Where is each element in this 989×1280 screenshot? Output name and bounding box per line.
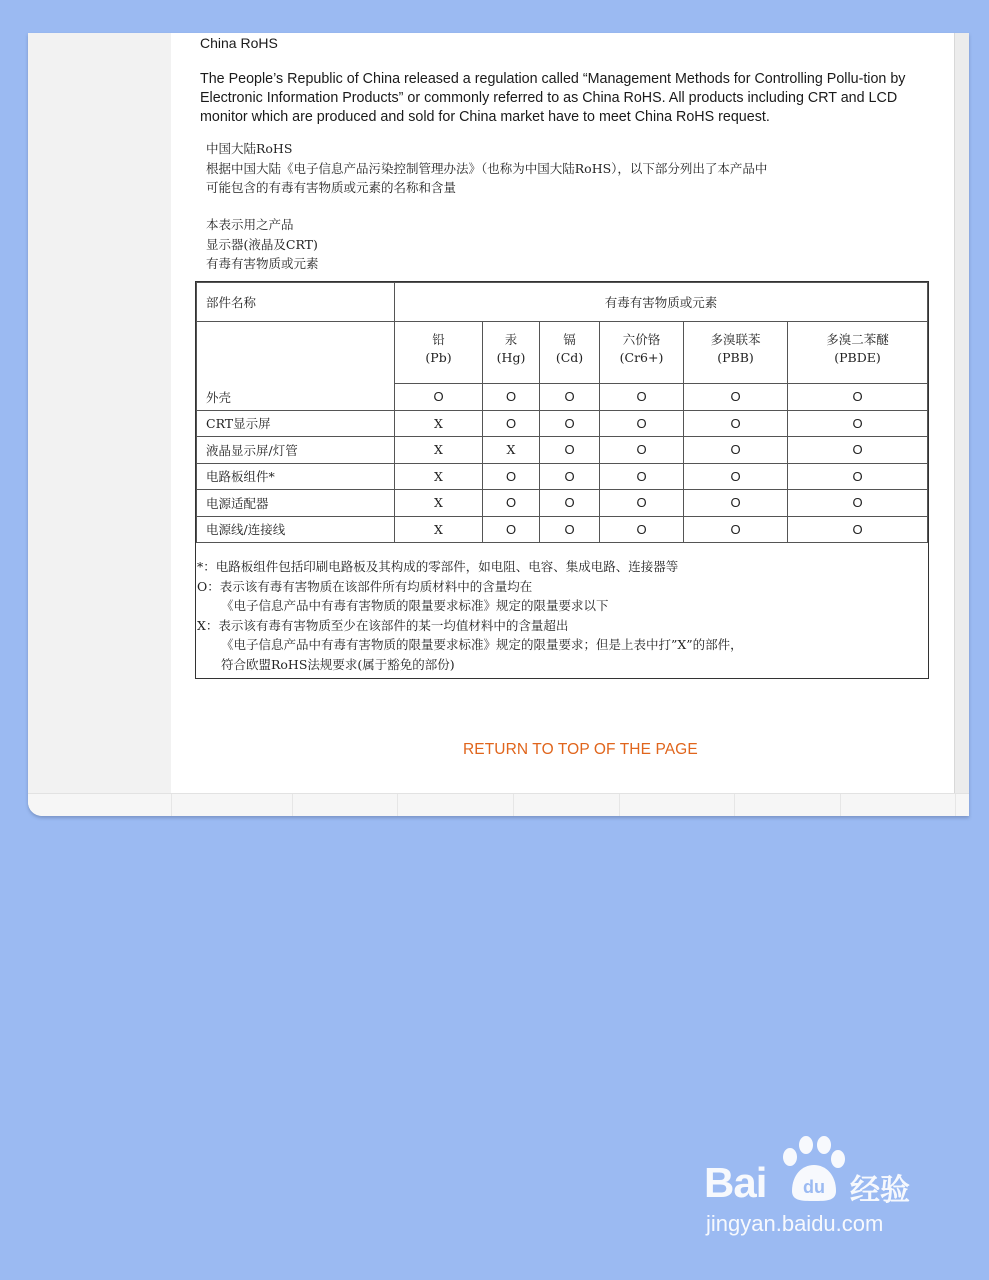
part-name-cell: 电源线/连接线	[197, 516, 395, 543]
substance-value-cell: O	[483, 463, 540, 490]
substance-value-cell: X	[395, 490, 483, 517]
substance-value-cell: O	[684, 410, 788, 437]
substance-value-cell: O	[788, 490, 928, 517]
footer-divider	[955, 794, 956, 816]
table-row	[197, 410, 928, 437]
substance-value-cell: O	[600, 490, 684, 517]
substance-value-cell: O	[483, 516, 540, 543]
note-x-standard: 《电子信息产品中有毒有害物质的限量要求标准》规定的限量要求；但是上表中打”X”的部件，	[221, 637, 743, 652]
substance-value-cell: X	[483, 437, 540, 464]
header-substance-cr6: 六价铬 (Cr6+)	[600, 322, 684, 384]
header-substance-cd: 镉 (Cd)	[540, 322, 600, 384]
substance-value-cell: O	[483, 384, 540, 411]
note-asterisk: *：电路板组件包括印刷电路板及其构成的零部件，如电阻、电容、集成电路、连接器等	[197, 559, 679, 574]
footer-divider	[513, 794, 514, 816]
substance-value-cell: O	[788, 437, 928, 464]
substance-value-cell: X	[395, 463, 483, 490]
part-name-cell: 外壳	[197, 384, 395, 411]
header-part-name: 部件名称	[197, 283, 395, 322]
note-o-standard: 《电子信息产品中有毒有害物质的限量要求标准》规定的限量要求以下	[221, 598, 609, 613]
substance-value-cell: O	[540, 490, 600, 517]
header-substance-group: 有毒有害物质或元素	[395, 283, 928, 322]
header-substance-pbde: 多溴二苯醚 (PBDE)	[788, 322, 928, 384]
substance-value-cell: O	[540, 437, 600, 464]
part-name-cell: 液晶显示屏/灯管	[197, 437, 395, 464]
table-row	[197, 516, 928, 543]
substance-value-cell: O	[788, 463, 928, 490]
substance-value-cell: O	[684, 437, 788, 464]
table-row	[197, 463, 928, 490]
footer-divider	[734, 794, 735, 816]
table-row	[197, 384, 928, 411]
cn-scope-line1: 本表示用之产品	[206, 217, 294, 232]
baidu-jingyan-watermark	[700, 1135, 940, 1245]
cn-scope-line3: 有毒有害物质或元素	[206, 256, 319, 271]
cn-intro-line1: 中国大陆RoHS	[206, 141, 293, 156]
header-substance-pb: 铅 (Pb)	[395, 322, 483, 384]
substance-value-cell: O	[483, 490, 540, 517]
cn-scope-block	[206, 215, 319, 274]
substance-value-cell: O	[788, 410, 928, 437]
section-heading: China RoHS	[200, 35, 278, 51]
return-to-top-link[interactable]: RETURN TO TOP OF THE PAGE	[463, 741, 698, 758]
table-row	[197, 490, 928, 517]
note-x-exemption: 符合欧盟RoHS法规要求(属于豁免的部份)	[221, 656, 455, 672]
substance-value-cell: O	[684, 384, 788, 411]
part-name-cell: 电源适配器	[197, 490, 395, 517]
baidu-paw-icon	[778, 1135, 846, 1203]
header-substance-pbb: 多溴联苯 (PBB)	[684, 322, 788, 384]
part-name-cell: CRT显示屏	[197, 410, 395, 437]
substance-value-cell: X	[395, 437, 483, 464]
substance-value-cell: X	[395, 516, 483, 543]
header-substance-hg: 汞 (Hg)	[483, 322, 540, 384]
watermark-brand: Bai	[704, 1159, 767, 1206]
cn-intro-line2: 根据中国大陆《电子信息产品污染控制管理办法》（也称为中国大陆RoHS），以下部分列出了本产品中	[206, 160, 768, 176]
footer-divider	[619, 794, 620, 816]
substance-value-cell: O	[540, 516, 600, 543]
substance-value-cell: O	[788, 384, 928, 411]
substance-value-cell: O	[395, 384, 483, 411]
note-x-meaning: X：表示该有毒有害物质至少在该部件的某一均值材料中的含量超出	[197, 617, 569, 633]
watermark-url: jingyan.baidu.com	[706, 1211, 884, 1236]
substance-value-cell: X	[395, 410, 483, 437]
substance-value-cell: O	[483, 410, 540, 437]
intro-paragraph: The People’s Republic of China released a regulation called “Management Methods for Controlling Pollu-tion by Electronic Information Products” or commonly referred to as China RoHS. All products including CRT and LCD monitor which are produced and sold for China market have to meet China RoHS request.	[200, 71, 906, 125]
substance-value-cell: O	[540, 410, 600, 437]
substance-value-cell: O	[600, 410, 684, 437]
table-row	[197, 437, 928, 464]
right-margin-scroll	[954, 33, 969, 816]
substance-value-cell: O	[600, 384, 684, 411]
page-footer-strip	[28, 793, 969, 816]
substance-value-cell: O	[600, 516, 684, 543]
left-margin	[28, 33, 171, 793]
footer-divider	[840, 794, 841, 816]
footer-divider	[397, 794, 398, 816]
cn-intro-line3: 可能包含的有毒有害物质或元素的名称和含量	[206, 180, 457, 195]
document-page	[28, 33, 969, 816]
part-name-cell: 电路板组件*	[197, 463, 395, 490]
substance-value-cell: O	[684, 463, 788, 490]
watermark-cn: 经验	[850, 1173, 910, 1208]
cn-scope-line2: 显示器(液晶及CRT)	[206, 236, 318, 252]
substance-value-cell: O	[540, 463, 600, 490]
header-blank	[197, 322, 395, 384]
table-notes	[197, 557, 922, 674]
substance-value-cell: O	[684, 516, 788, 543]
note-o-meaning: O：表示该有毒有害物质在该部件所有均质材料中的含量均在	[197, 578, 533, 594]
footer-divider	[171, 794, 172, 816]
substance-value-cell: O	[788, 516, 928, 543]
paw-text: du	[803, 1177, 825, 1197]
substance-value-cell: O	[684, 490, 788, 517]
substance-value-cell: O	[600, 463, 684, 490]
substance-value-cell: O	[600, 437, 684, 464]
substance-value-cell: O	[540, 384, 600, 411]
cn-intro-block	[206, 139, 767, 198]
footer-divider	[292, 794, 293, 816]
